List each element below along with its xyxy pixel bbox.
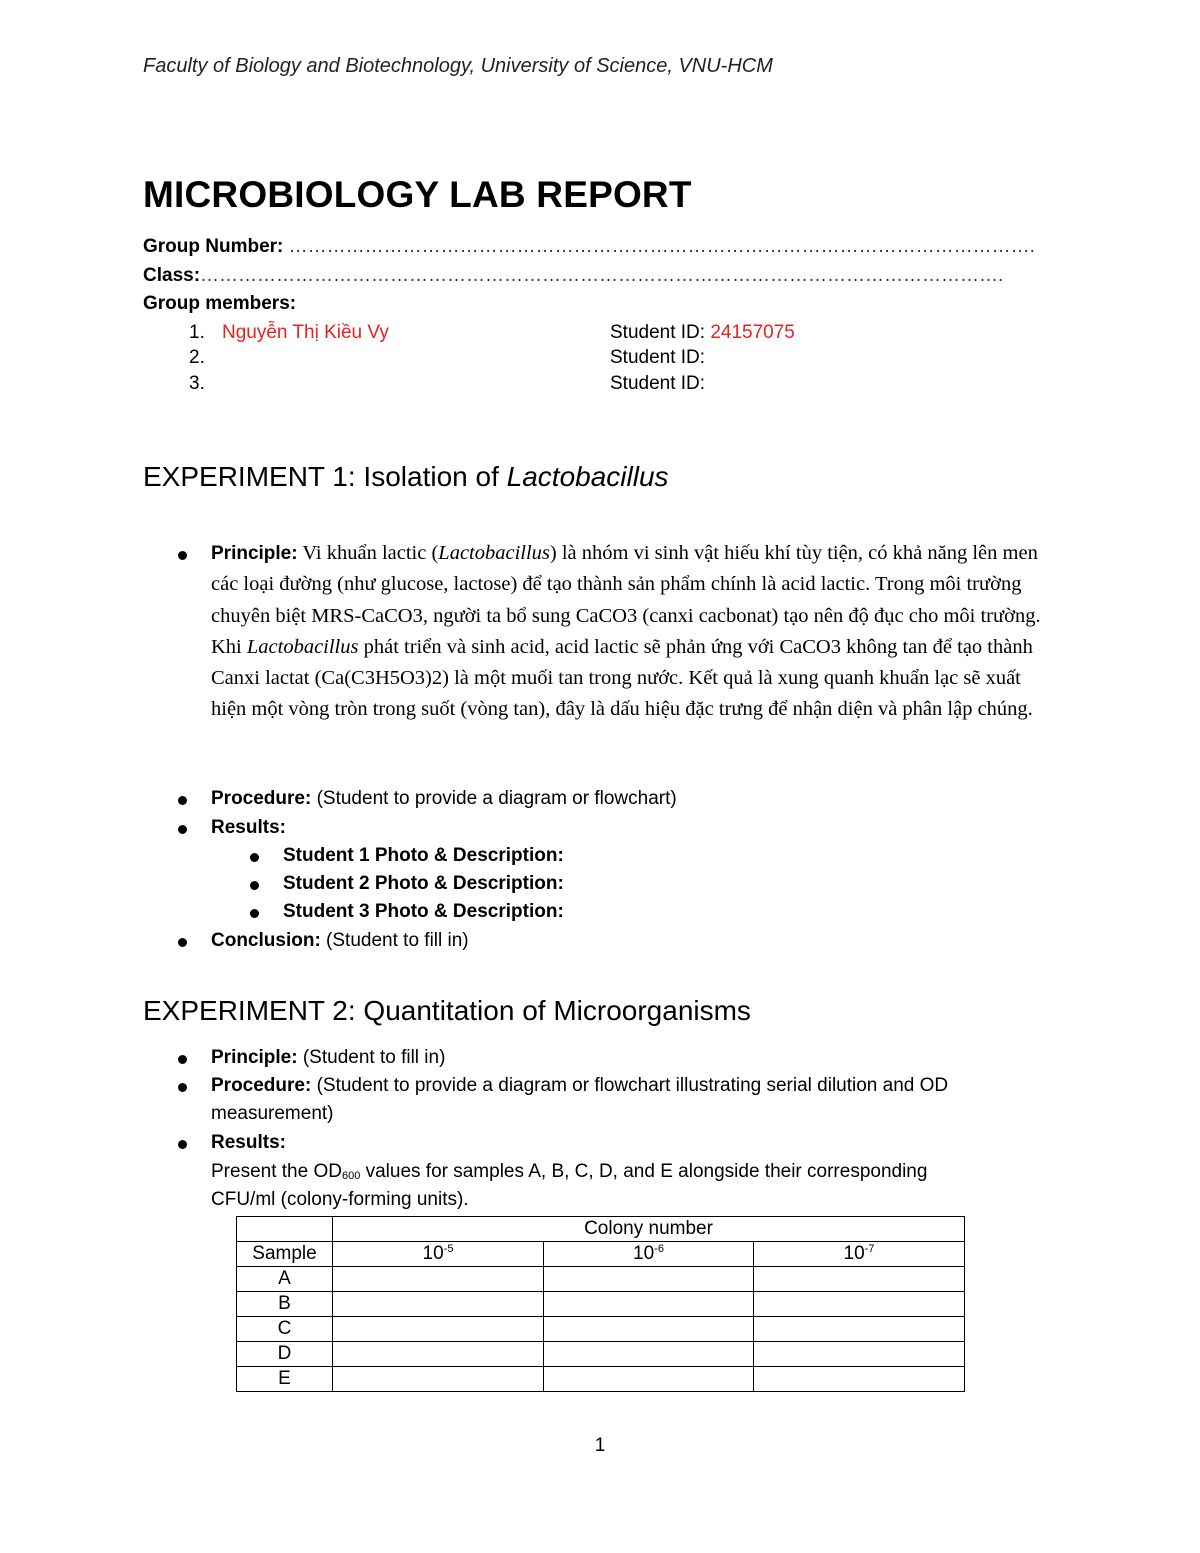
table-cell — [544, 1292, 754, 1317]
table-cell — [333, 1267, 544, 1292]
bullet-icon — [178, 796, 187, 805]
principle-italic-1: Lactobacillus — [438, 542, 550, 564]
student-1-photo-label: Student 1 Photo & Description: — [283, 845, 564, 866]
class-line — [143, 265, 1003, 287]
table-cell — [544, 1342, 754, 1367]
exp2-principle-text: (Student to fill in) — [297, 1047, 446, 1068]
student-id-label: Student ID: — [610, 347, 706, 368]
experiment-1-heading — [143, 461, 669, 493]
bullet-icon — [250, 909, 259, 918]
experiment-1-heading-text: EXPERIMENT 1: Isolation of — [143, 461, 507, 492]
exp2-principle — [211, 1047, 445, 1069]
table-row — [237, 1267, 965, 1292]
student-id-label: Student ID: — [610, 322, 706, 343]
od-subscript: 600 — [341, 1170, 361, 1182]
exp2-procedure — [211, 1075, 948, 1097]
table-row — [237, 1342, 965, 1367]
results-text-pre: Present the OD — [211, 1161, 342, 1182]
results-text-post: values for samples A, B, C, D, and E alongside their corresponding — [360, 1161, 928, 1182]
table-cell — [754, 1267, 965, 1292]
exp1-principle-paragraph — [211, 538, 1061, 726]
group-number-line — [143, 236, 1035, 258]
bullet-icon — [178, 938, 187, 947]
table-cell — [544, 1317, 754, 1342]
dilution-exponent: -7 — [864, 1243, 875, 1255]
sample-label: C — [237, 1317, 333, 1342]
exp1-principle-label: Principle: — [211, 543, 298, 564]
exp1-conclusion — [211, 930, 469, 952]
exp2-results-text — [211, 1161, 927, 1183]
table-cell — [544, 1267, 754, 1292]
table-row — [237, 1317, 965, 1342]
colony-number-table — [236, 1216, 965, 1392]
experiment-2-heading: EXPERIMENT 2: Quantitation of Microorganisms — [143, 995, 751, 1026]
table-row — [237, 1242, 965, 1267]
page-header: Faculty of Biology and Biotechnology, University of Science, VNU-HCM — [143, 55, 773, 77]
dilution-header-2 — [544, 1242, 754, 1267]
table-cell — [754, 1317, 965, 1342]
table-cell — [333, 1317, 544, 1342]
dilution-header-1 — [333, 1242, 544, 1267]
group-number-label: Group Number: — [143, 236, 284, 257]
exp2-results-text-continued: CFU/ml (colony-forming units). — [211, 1189, 469, 1210]
exp2-principle-label: Principle: — [211, 1047, 298, 1068]
table-cell — [333, 1342, 544, 1367]
bullet-icon — [178, 551, 187, 560]
table-cell — [754, 1342, 965, 1367]
class-field: ………………………………………………………………………………………………………………. — [200, 265, 1004, 286]
dilution-base: 10 — [843, 1243, 865, 1264]
bullet-icon — [250, 853, 259, 862]
table-cell — [333, 1367, 544, 1392]
class-label: Class: — [143, 265, 201, 286]
member-number-2: 2. — [189, 347, 205, 368]
dilution-exponent: -6 — [654, 1243, 664, 1255]
member-id-line-3 — [610, 373, 705, 395]
member-number-3: 3. — [189, 373, 205, 394]
bullet-icon — [178, 825, 187, 834]
dilution-base: 10 — [422, 1243, 444, 1264]
dilution-header-3 — [754, 1242, 965, 1267]
table-row — [237, 1217, 965, 1242]
member-number-1: 1. — [189, 322, 205, 343]
exp1-conclusion-label: Conclusion: — [211, 930, 321, 951]
sample-label: E — [237, 1367, 333, 1392]
colony-number-header: Colony number — [333, 1217, 965, 1242]
exp2-results-label: Results: — [211, 1132, 286, 1153]
exp1-procedure-text: (Student to provide a diagram or flowchart) — [311, 788, 677, 809]
principle-text-3: phát triển và sinh acid, acid lactic sẽ phản ứng với CaCO3 không tan để tạo thành Canxi lactat (Ca(C3H5O3)2) là một muối tan trong nước. Kết quả là xung quanh khuẩn lạc sẽ xuất hiện một vòng tròn trong suốt (vòng tan), đây là dấu hiệu đặc trưng để nhận diện và phân lập chúng. — [211, 635, 1033, 721]
table-cell — [754, 1367, 965, 1392]
principle-italic-2: Lactobacillus — [246, 635, 359, 658]
table-row — [237, 1367, 965, 1392]
exp1-procedure-label: Procedure: — [211, 788, 312, 809]
table-row — [237, 1292, 965, 1317]
member-name-1: Nguyễn Thị Kiều Vy — [222, 322, 389, 343]
exp1-results-label: Results: — [211, 817, 286, 838]
group-number-field: ………………………………………………………………………………………………………. — [288, 236, 1035, 257]
table-cell — [333, 1292, 544, 1317]
bullet-icon — [178, 1083, 187, 1092]
sample-label: D — [237, 1342, 333, 1367]
student-id-label: Student ID: — [610, 373, 706, 394]
dilution-exponent: -5 — [443, 1243, 454, 1255]
bullet-icon — [178, 1140, 187, 1149]
page-number: 1 — [594, 1435, 606, 1456]
principle-text-2: ) là nhóm vi sinh vật hiếu khí tùy tiện, có khả năng lên men các loại đường (như glucose, lactose) để tạo thành sản phẩm chính là acid lactic. Trong môi trường chuyên biệt MRS-CaCO3, người ta bổ sung CaCO3 (canxi cacbonat) tạo nên độ đục cho môi trường. Khi — [211, 542, 1041, 658]
exp2-procedure-text: (Student to provide a diagram or flowchart illustrating serial dilution and OD — [311, 1075, 949, 1096]
student-3-photo-label: Student 3 Photo & Description: — [283, 901, 564, 922]
member-id-1: 24157075 — [710, 322, 795, 343]
bullet-icon — [250, 881, 259, 890]
exp1-procedure — [211, 788, 677, 810]
member-id-line-2 — [610, 347, 705, 369]
student-2-photo-label: Student 2 Photo & Description: — [283, 873, 564, 894]
exp1-conclusion-text: (Student to fill in) — [320, 930, 469, 951]
report-title: MICROBIOLOGY LAB REPORT — [143, 174, 692, 215]
sample-header: Sample — [237, 1242, 333, 1267]
sample-label: A — [237, 1267, 333, 1292]
table-cell — [237, 1217, 333, 1242]
principle-text-1: Vi khuẩn lactic ( — [297, 542, 439, 564]
sample-label: B — [237, 1292, 333, 1317]
table-cell — [544, 1367, 754, 1392]
exp2-procedure-continued: measurement) — [211, 1103, 334, 1124]
member-id-line-1 — [610, 322, 795, 344]
table-cell — [754, 1292, 965, 1317]
dilution-base: 10 — [633, 1243, 655, 1264]
experiment-1-heading-organism: Lactobacillus — [506, 461, 669, 492]
exp2-procedure-label: Procedure: — [211, 1075, 312, 1096]
group-members-label: Group members: — [143, 293, 297, 314]
bullet-icon — [178, 1055, 187, 1064]
